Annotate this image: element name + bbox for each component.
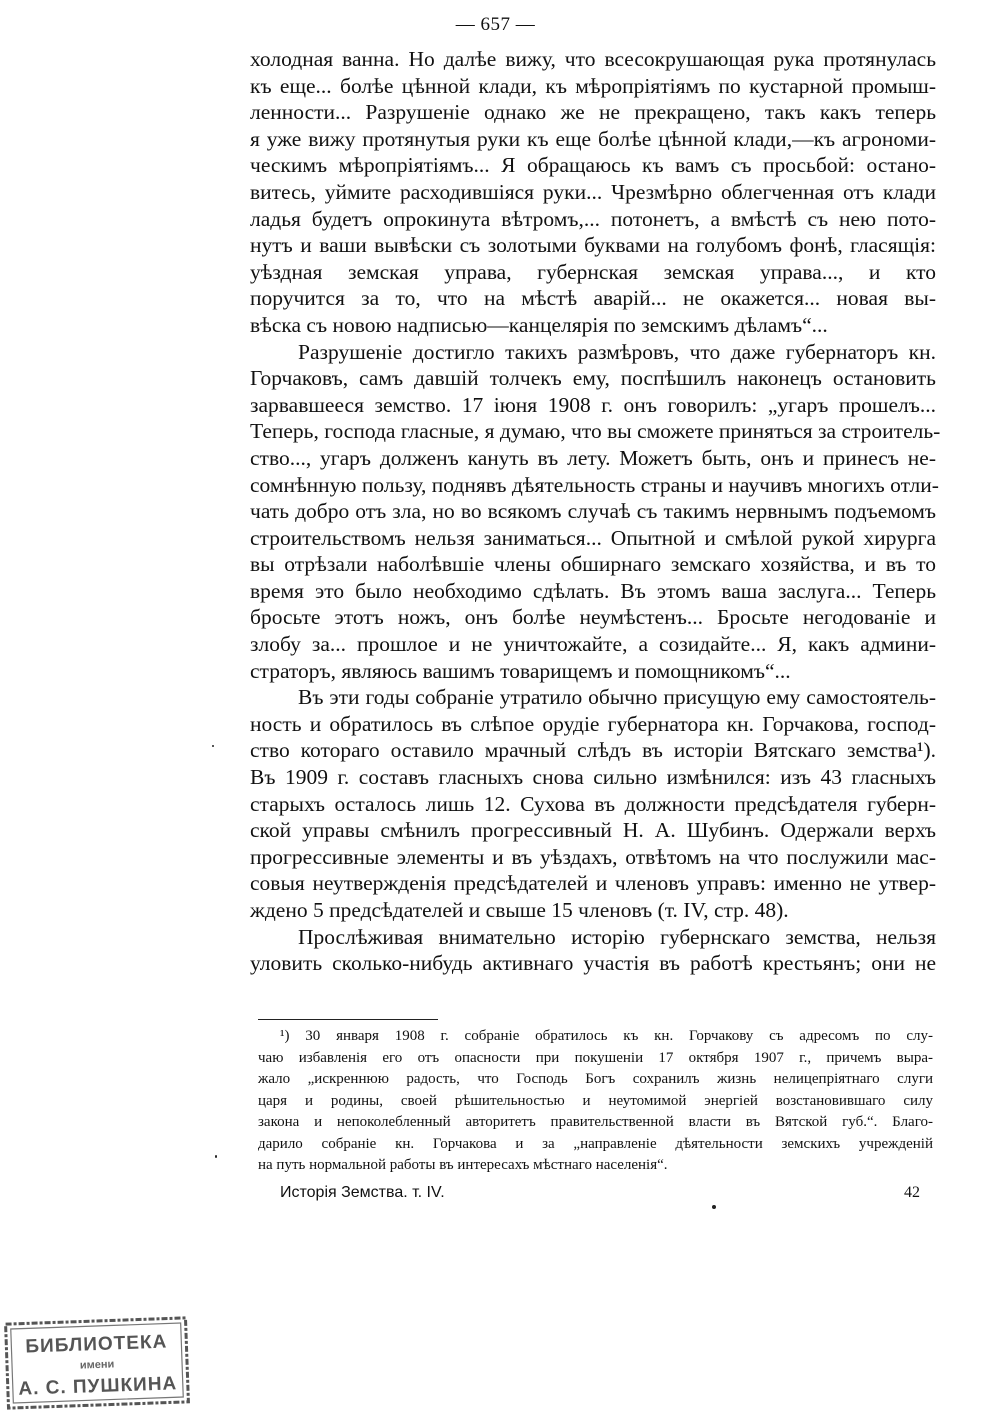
paragraph [250, 339, 941, 685]
svg-text:А. С. ПУШКИНА: А. С. ПУШКИНА [18, 1373, 178, 1400]
text-line: зарвавшееся земство. 17 іюня 1908 г. онъ говорилъ: „угаръ прошелъ... [250, 392, 936, 417]
text-line: я уже вижу протянутыя руки къ еще болѣе цѣнной клади,—къ агрономи- [250, 126, 936, 151]
text-line: Горчаковъ, самъ давшій толчекъ ему, поспѣшилъ наконецъ остановить [250, 366, 936, 391]
text-line: къ еще... болѣе цѣнной клади, къ мѣропріятіямъ по кустарной промыш- [250, 73, 936, 98]
text-line: совыя неутвержденія предсѣдателей и членовъ управъ: именно не утвер- [250, 871, 936, 896]
text-line: Въ эти годы собраніе утратило обычно присущую ему самостоятель- [298, 685, 936, 710]
signature-mark: Исторія Земства. т. IV. [280, 1184, 445, 1201]
text-line: ленности... Разрушеніе однако же не прекращено, такъ какъ теперь [250, 100, 936, 125]
main-text [250, 46, 941, 977]
text-line: ство..., угаръ долженъ кануть въ лету. Можетъ быть, онъ и принесъ не- [250, 445, 936, 470]
text-line: время это было необходимо сдѣлать. Въ этомъ ваша заслуга... Теперь [250, 578, 936, 603]
text-line: холодная ванна. Но далѣе вижу, что всесокрушающая рука протянулась [250, 47, 936, 71]
text-line: уловить сколько-нибудь активнаго участія въ работѣ крестьянъ; они не [250, 951, 936, 976]
text-line: ской управы смѣнилъ прогрессивный Н. А. Шубинъ. Одержали верхъ [250, 818, 936, 843]
footnote-line: дарило собраніе кн. Горчакова и за „направленіе дѣятельности земскихъ учрежденій [258, 1135, 933, 1152]
text-line: злобу за... прошлое и не уничтожайте, а созидайте... Я, какъ админи- [250, 632, 936, 657]
text-line: Въ 1909 г. составъ гласныхъ снова сильно измѣнился: изъ 43 гласныхъ [250, 765, 936, 790]
footnote-line: чаю избавленія его отъ опасности при покушеніи 17 октября 1907 г., причемъ выра- [258, 1049, 933, 1066]
text-line: ческимъ мѣропріятіямъ... Я обращаюсь къ вамъ съ просьбой: остано- [250, 153, 936, 178]
page-number: — 657 — [455, 14, 536, 35]
speck-mark [712, 1205, 716, 1209]
text-line: сомнѣнную пользу, поднявъ дѣятельность страны и научивъ многихъ отли- [250, 472, 939, 497]
footnote-line: закона и непоколебленный авторитетъ правительственной власти въ Вятской губ.“. Благо- [258, 1114, 933, 1130]
text-line: бросьте этотъ ножъ, онъ болѣе неумѣстенъ... Бросьте негодованіе и [250, 605, 936, 630]
text-line: Разрушеніе достигло такихъ размѣровъ, что даже губернаторъ кн. [298, 339, 936, 364]
footnote-divider [258, 1019, 438, 1020]
text-line: ладья будетъ опрокинута вѣтромъ,... потонетъ, а вмѣстѣ съ нею пото- [250, 206, 936, 231]
text-line: Теперь, господа гласные, я думаю, что вы сможете приняться за строитель- [250, 419, 941, 444]
text-line: уѣздная земская управа, губернская земская управа..., и кто [250, 259, 936, 284]
footnote-line: жало „искреннюю радость, что Господь Богъ сохранилъ жизнь нелицепріятнаго слуги [258, 1071, 933, 1087]
library-stamp [2, 1315, 191, 1411]
text-line: чать добро отъ зла, но во всякомъ случаѣ съ такимъ нервнымъ подъемомъ [250, 499, 936, 524]
text-line: ждено 5 предсѣдателей и свыше 15 членовъ (т. IV, стр. 48). [250, 898, 789, 922]
text-line: вѣска съ новою надписью—канцелярія по земскимъ дѣламъ“... [250, 312, 828, 337]
text-line: нутъ и ваши вывѣски съ золотыми буквами на голубомъ фонѣ, гласящія: [250, 233, 936, 258]
svg-text:имени: имени [79, 1358, 115, 1372]
text-line: старыхъ осталось лишь 12. Сухова въ должности предсѣдателя губерн- [250, 791, 936, 816]
text-line: ность и обратилось въ слѣпое орудіе губернатора кн. Горчакова, господ- [250, 711, 936, 736]
svg-text:БИБЛИОТЕКА: БИБЛИОТЕКА [25, 1331, 168, 1358]
text-line: ство котораго оставило мрачный слѣдъ въ исторіи Вятскаго земства¹). [250, 738, 936, 763]
text-line: строительствомъ нельзя заниматься... Опытной и смѣлой рукой хирурга [250, 525, 936, 550]
footnote-line: на путь нормальной работы въ интересахъ мѣстнаго населенія“. [258, 1157, 668, 1173]
speck-mark [215, 1155, 217, 1158]
paragraph [250, 46, 936, 339]
footnote [258, 1026, 933, 1177]
text-line: Прослѣживая внимательно исторію губернскаго земства, нельзя [298, 924, 936, 949]
footnote-line: царя и родины, своей рѣшительностью и неутомимой энергіей возстановившаго силу [258, 1092, 933, 1109]
paragraph [250, 924, 936, 977]
text-line: прогрессивные элементы и въ уѣздахъ, отвѣтомъ на что послужили мас- [250, 844, 936, 869]
paragraph [250, 684, 936, 923]
text-line: страторъ, являюсь вашимъ товарищемъ и помощникомъ“... [250, 658, 791, 683]
text-line: вы отрѣзали наболѣвшіе члены обширнаго земскаго хозяйства, и въ то [250, 552, 936, 577]
signature-number: 42 [904, 1184, 920, 1201]
footnote-line: ¹) 30 января 1908 г. собраніе обратилось къ кн. Горчакову съ адресомъ по слу- [280, 1028, 933, 1044]
text-line: витесь, уймите расходившіяся руки... Чрезмѣрно облегченная отъ клади [250, 179, 936, 204]
speck-mark [212, 745, 214, 747]
text-line: поручится за то, что на мѣстѣ аварій... не окажется... новая вы- [250, 286, 936, 311]
